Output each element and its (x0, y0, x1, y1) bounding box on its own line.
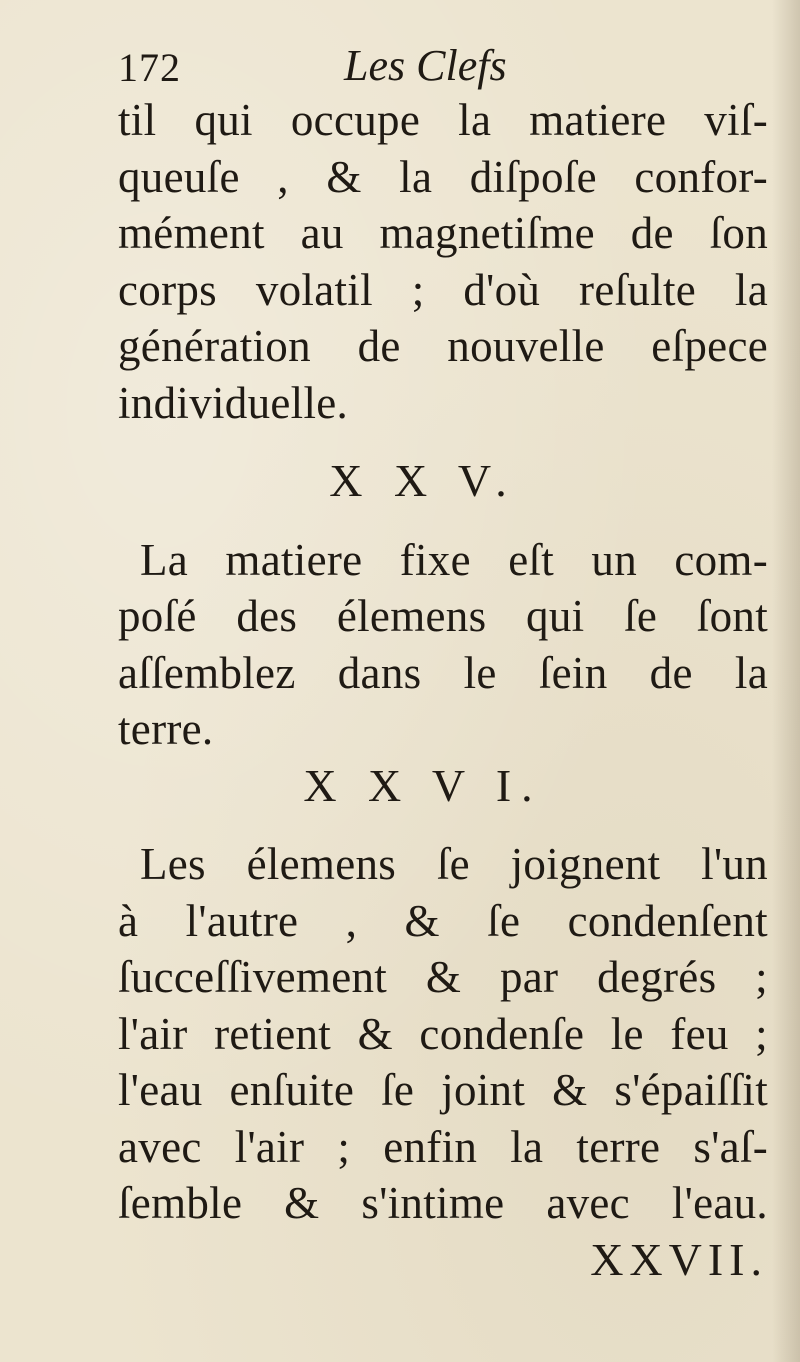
text-line: til qui occupe la matiere viſ- (118, 95, 768, 145)
text-line: ſucceſſivement & par degrés ; (118, 952, 768, 1002)
section-xxv-text (118, 532, 768, 758)
section-number-xxv: X X V. (329, 455, 517, 506)
page-body (118, 92, 768, 1288)
text-line: l'eau enſuite ſe joint & s'épaiſſit (118, 1065, 768, 1115)
page-number: 172 (118, 45, 181, 90)
page-header (118, 40, 758, 96)
text-line: corps volatil ; d'où reſulte la (118, 264, 768, 315)
section-xxvi-text (118, 836, 768, 1232)
text-line: terre. (118, 704, 214, 754)
text-line: mément au magnetiſme de ſon (118, 208, 768, 258)
text-line: queuſe , & la diſpoſe confor- (118, 151, 768, 202)
text-line: l'air retient & condenſe le feu ; (118, 1008, 768, 1059)
section-number-xxvi: X X V I. (303, 759, 543, 811)
text-line: individuelle. (118, 377, 349, 428)
page-edge-shadow (772, 0, 800, 1362)
running-title: Les Clefs (344, 41, 507, 90)
section-xxiv-continuation (118, 92, 768, 431)
text-line: La matiere fixe eſt un com- (140, 534, 768, 585)
text-line: avec l'air ; enfin la terre s'aſ- (118, 1121, 768, 1172)
text-line: génération de nouvelle eſpece (118, 321, 768, 371)
catchword: XXVII. (590, 1233, 768, 1285)
text-line: ſemble & s'intime avec l'eau. (118, 1178, 768, 1228)
text-line: à l'autre , & ſe condenſent (118, 895, 768, 946)
text-line: poſé des élemens qui ſe ſont (118, 591, 768, 641)
text-line: aſſemblez dans le ſein de la (118, 647, 768, 698)
text-line: Les élemens ſe joignent l'un (140, 839, 768, 889)
